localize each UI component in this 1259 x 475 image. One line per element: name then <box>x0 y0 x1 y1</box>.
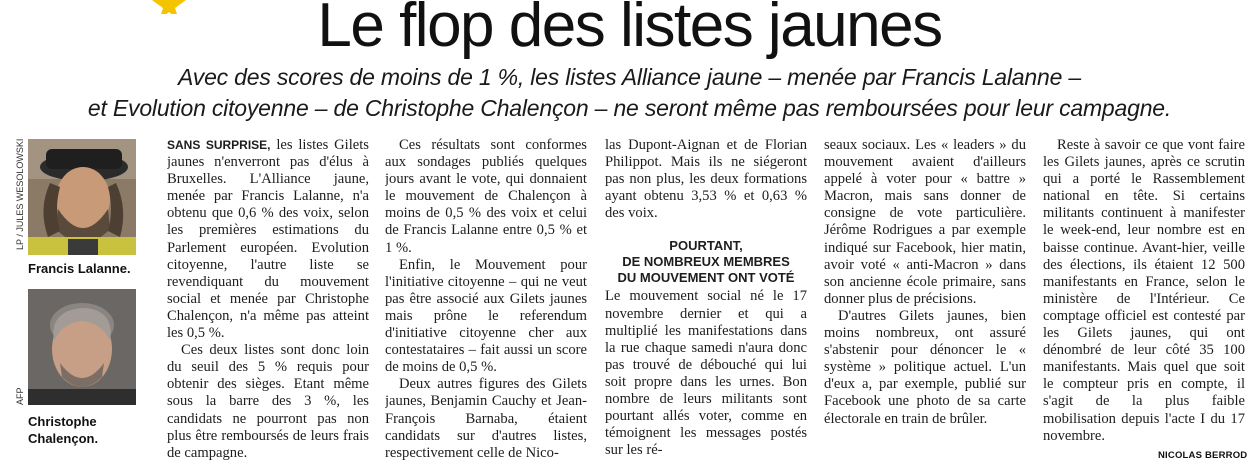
photo-credit: AFP <box>15 387 25 405</box>
paragraph: seaux sociaux. Les « leaders » du mouvement avaient d'ailleurs appelé à voter pour « battre » Macron, mais sans donner de consigne de vote particulière. Jérôme Rodrigues a par exemple indiqué sur Facebook, hier matin, avoir voté « anti-Macron » dans son ancienne école primaire, sans donner plus de précisions. <box>824 137 1026 307</box>
article-column-2 <box>385 137 587 467</box>
intertitle-line: DE NOMBREUX MEMBRES <box>622 254 790 270</box>
paragraph: Reste à savoir ce que vont faire les Gilets jaunes, après ce scrutin qui a porté le Rassemblement national en tête. Si certains militants continuent à manifester le week-end, leur nombre est en baisse continue. Avant-hier, veille des élections, ils étaient 12 500 manifestants en France, selon le ministère de l'Intérieur. Ce comptage officiel est contesté par les Gilets jaunes, qui ont dénombré de leur côté 35 100 manifestants. Mais quel que soit le compteur pris en compte, il s'agit de la plus faible mobilisation depuis l'acte I du 17 novembre. <box>1043 137 1245 444</box>
subtitle <box>0 62 1259 124</box>
paragraph-text: les listes Gilets jaunes n'enverront pas d'élus à Bruxelles. L'Alliance jaune, menée par Francis Lalanne, n'a obtenu que 0,6 % des voix, selon les premières estimations du Parlement européen. Evolution citoyenne, l'autre liste se revendiquant du mouvement social et menée par Christophe Chalençon, n'a même pas atteint les 0,5 %. <box>167 137 369 342</box>
photo-francis-lalanne <box>28 139 136 255</box>
byline: NICOLAS BERROD <box>1158 450 1248 461</box>
paragraph: Enfin, le Mouvement pour l'initiative citoyenne – qui ne veut pas être associé aux Gilets jaunes mais prône le referendum d'initiative citoyenne cher aux contestataires – fait aussi un score de moins de 0,5 %. <box>385 256 587 376</box>
paragraph: Ces résultats sont conformes aux sondages publiés quelques jours avant le vote, qui donnaient le mouvement de Chalençon à moins de 0,5 % des voix et celui de Francis Lalanne entre 0,5 % et 1 %. <box>385 137 587 256</box>
article-column-1 <box>167 137 369 467</box>
article-column-3 <box>605 137 807 467</box>
subtitle-line-2: et Evolution citoyenne – de Christophe Chalençon – ne seront même pas remboursées pour leur campagne. <box>87 95 1172 121</box>
paragraph: Deux autres figures des Gilets jaunes, Benjamin Cauchy et Jean-François Barnaba, étaient candidats sur d'autres listes, respectivement celle de Nico- <box>385 376 587 461</box>
photo-caption: Christophe Chalençon. <box>28 414 99 446</box>
paragraph <box>167 137 369 342</box>
paragraph: Le mouvement social né le 17 novembre dernier et qui a multiplié les manifestations dans la rue chaque samedi n'aura donc pas trouvé de débouché qui lui soit propre dans les urnes. Bon nombre de leurs militants sont pourtant allés voter, comme en témoignent les messages postés sur les ré- <box>605 288 807 459</box>
photo-caption: Francis Lalanne. <box>28 261 131 276</box>
paragraph: las Dupont-Aignan et de Florian Philippot. Mais ils ne siégeront pas non plus, les deux formations ayant obtenu 3,53 % et 0,63 % des voix. <box>605 137 807 222</box>
lead-in: SANS SURPRISE, <box>167 138 271 152</box>
intertitle-line: DU MOUVEMENT ONT VOTÉ <box>617 270 795 286</box>
photo-credit: LP / JULES WESOLOWSKI <box>15 138 25 250</box>
article-column-4 <box>824 137 1026 467</box>
paragraph: Ces deux listes sont donc loin du seuil des 5 % requis pour obtenir des sièges. Etant même sous la barre des 3 %, les candidats ne pourront pas non plus être remboursés de leurs frais de campagne. <box>167 342 369 461</box>
article-column-5 <box>1043 137 1248 467</box>
intertitle-line: POURTANT, <box>669 238 743 254</box>
paragraph: D'autres Gilets jaunes, bien moins nombreux, ont assuré s'abstenir pour dénoncer le « système » politique actuel. L'un d'eux a, par exemple, publié sur Facebook une photo de sa carte électorale en train de brûler. <box>824 307 1026 427</box>
photo-christophe-chalencon <box>28 289 136 405</box>
subtitle-line-1: Avec des scores de moins de 1 %, les listes Alliance jaune – menée par Francis Lalanne – <box>178 64 1081 90</box>
headline: Le flop des listes jaunes <box>317 0 942 60</box>
intertitle <box>605 238 807 286</box>
